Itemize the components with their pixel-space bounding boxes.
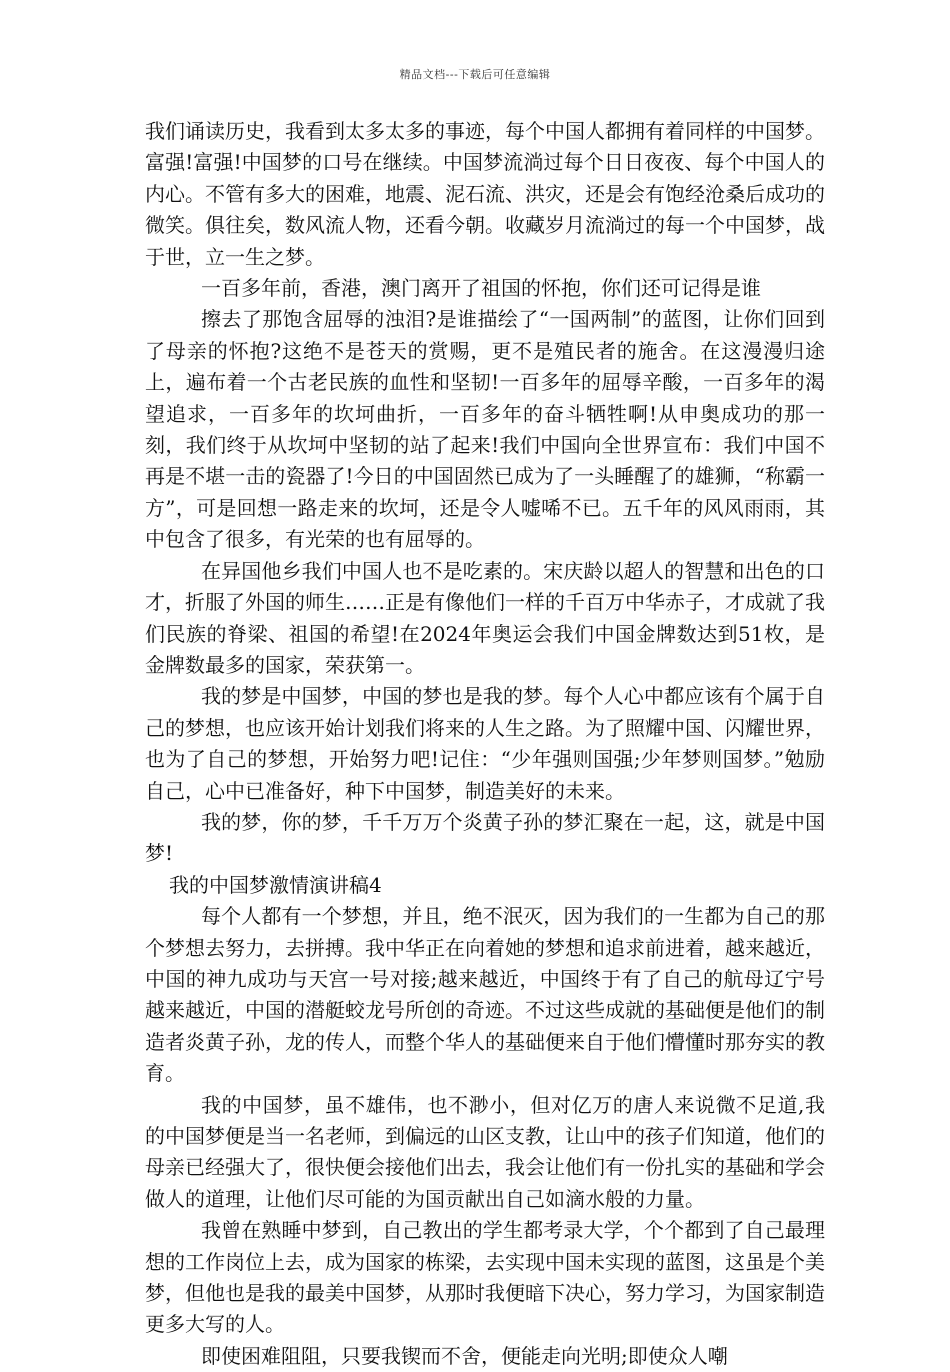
paragraph: 我们诵读历史，我看到太多太多的事迹，每个中国人都拥有着同样的中国梦。富强!富强!中国梦的口号在继续。中国梦流淌过每个日日夜夜、每个中国人的内心。不管有多大的困难，地震、泥石流、洪灾，还是会有饱经沧桑后成功的微笑。俱往矣，数风流人物，还看今朝。收藏岁月流淌过的每一个中国梦，战于世，立一生之梦。 [145,119,825,269]
page-header: 精品文档---下载后可任意编辑 [399,68,551,81]
paragraph: 我的梦是中国梦，中国的梦也是我的梦。每个人心中都应该有个属于自己的梦想，也应该开始计划我们将来的人生之路。为了照耀中国、闪耀世界，也为了自己的梦想，开始努力吧!记住：“少年强则国强;少年梦则国梦。”勉励自己，心中已准备好，种下中国梦，制造美好的未来。 [145,684,825,803]
paragraph: 擦去了那饱含屈辱的浊泪?是谁描绘了“一国两制”的蓝图，让你们回到了母亲的怀抱?这绝不是苍天的赏赐，更不是殖民者的施舍。在这漫漫归途上，遍布着一个古老民族的血性和坚韧!一百多年的屈辱辛酸，一百多年的渴望追求，一百多年的坎坷曲折，一百多年的奋斗牺牲啊!从申奥成功的那一刻，我们终于从坎坷中坚韧的站了起来!我们中国向全世界宣布：我们中国不再是不堪一击的瓷器了!今日的中国固然已成为了一头睡醒了的雄狮，“称霸一方”，可是回想一路走来的坎坷，还是令人嘘唏不已。五千年的风风雨雨，其中包含了很多，有光荣的也有屈辱的。 [145,307,825,552]
paragraph: 一百多年前，香港，澳门离开了祖国的怀抱，你们还可记得是谁 [201,276,761,301]
paragraph: 我曾在熟睡中梦到，自己教出的学生都考录大学，个个都到了自己最理想的工作岗位上去，成为国家的栋梁，去实现中国未实现的蓝图，这虽是个美梦，但他也是我的最美中国梦，从那时我便暗下决心，努力学习，为国家制造更多大写的人。 [145,1218,825,1337]
paragraph: 即使困难阻阻，只要我锲而不舍，便能走向光明;即使众人嘲 [201,1343,728,1368]
paragraph: 我的梦，你的梦，千千万万个炎黄子孙的梦汇聚在一起，这，就是中国梦! [145,809,825,866]
section-heading: 我的中国梦激情演讲稿4 [169,872,382,897]
paragraph: 我的中国梦，虽不雄伟，也不渺小，但对亿万的唐人来说微不足道,我的中国梦便是当一名老师，到偏远的山区支教，让山中的孩子们知道，他们的母亲已经强大了，很快便会接他们出去，我会让他们有一份扎实的基础和学会做人的道理，让他们尽可能的为国贡献出自己如滴水般的力量。 [145,1092,825,1211]
paragraph: 每个人都有一个梦想，并且，绝不泯灭，因为我们的一生都为自己的那个梦想去努力，去拼搏。我中华正在向着她的梦想和追求前进着，越来越近，中国的神九成功与天宫一号对接;越来越近，中国终于有了自己的航母辽宁号越来越近，中国的潜艇蛟龙号所创的奇迹。不过这些成就的基础便是他们的制造者炎黄子孙，龙的传人，而整个华人的基础便来自于他们懵懂时那夯实的教育。 [145,904,825,1086]
paragraph: 在异国他乡我们中国人也不是吃素的。宋庆龄以超人的智慧和出色的口才，折服了外国的师生……正是有像他们一样的千百万中华赤子，才成就了我们民族的脊梁、祖国的希望!在2024年奥运会我们中国金牌数达到51枚，是金牌数最多的国家，荣获第一。 [145,558,825,677]
document-body [145,116,825,1372]
